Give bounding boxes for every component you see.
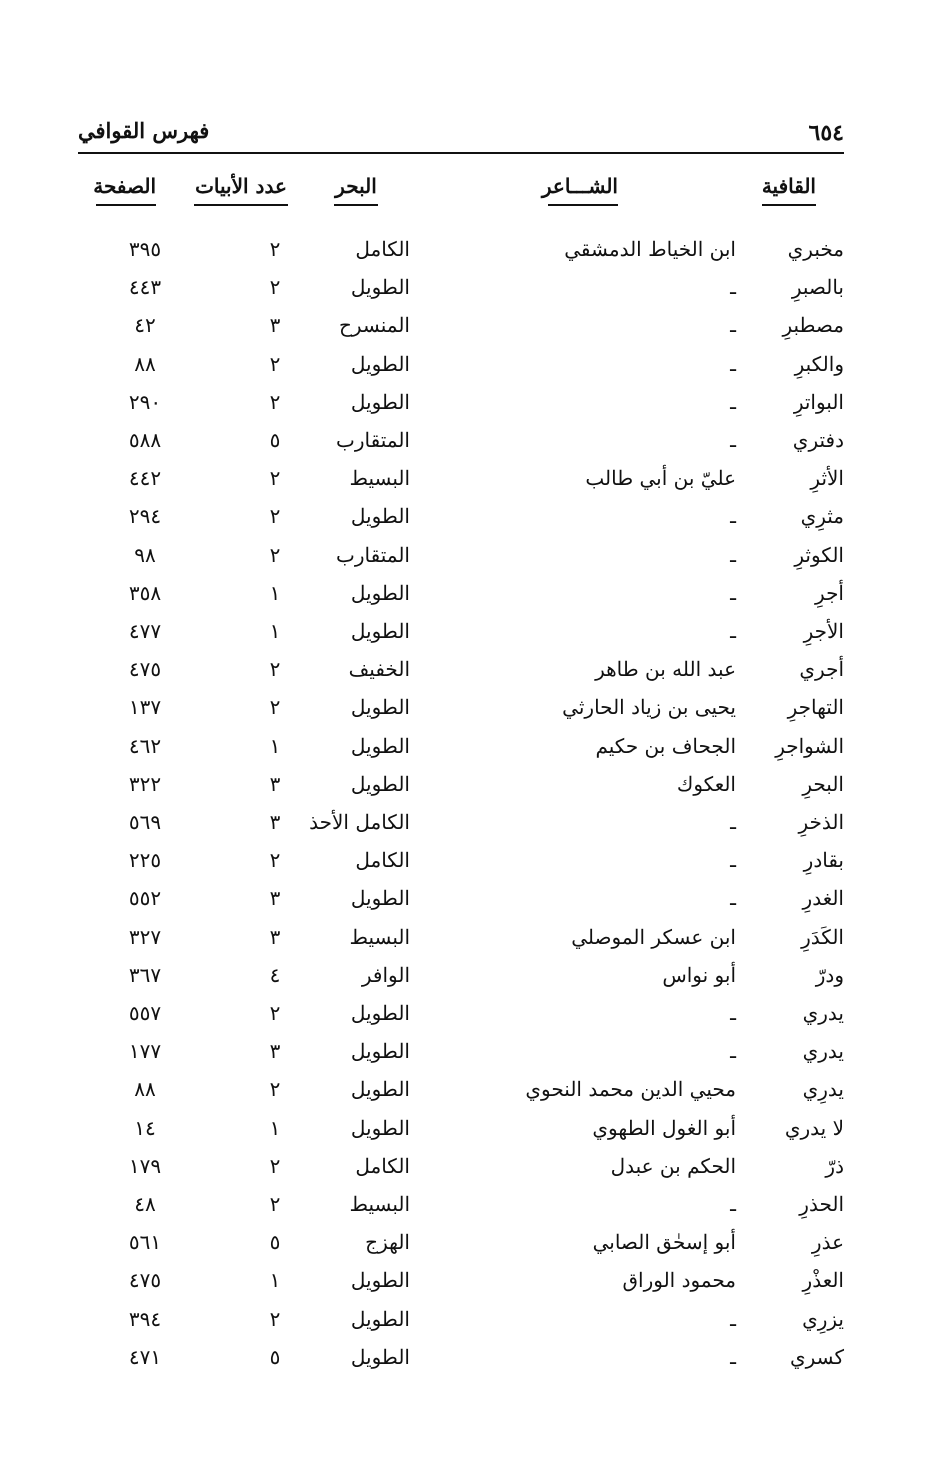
column-header-poet — [541, 174, 618, 206]
meter-cell: الطويل — [350, 1001, 410, 1025]
verse-count-cell: ٣ — [269, 886, 281, 910]
verse-count-cell: ٢ — [269, 504, 281, 528]
meter-cell: الكامل الأحذ — [309, 810, 410, 834]
column-header-verse-count — [194, 174, 288, 206]
table-row — [0, 421, 950, 459]
table-row — [0, 727, 950, 765]
page-cell: ٨٨ — [134, 1077, 156, 1101]
table-row — [0, 1223, 950, 1261]
table-row — [0, 574, 950, 612]
rhyme-cell: ودرّ — [815, 963, 844, 987]
verse-count-cell: ٤ — [269, 963, 281, 987]
poet-cell: ـ — [730, 275, 736, 299]
meter-cell: الطويل — [350, 886, 410, 910]
page-cell: ٣٥٨ — [128, 581, 162, 605]
verse-count-cell: ٣ — [269, 810, 281, 834]
header-underline — [762, 204, 816, 206]
meter-cell: البسيط — [349, 1192, 410, 1216]
poet-cell: ـ — [730, 1307, 736, 1331]
column-header-page-label: الصفحة — [93, 174, 156, 198]
meter-cell: الطويل — [350, 275, 410, 299]
meter-cell: البسيط — [349, 466, 410, 490]
page-cell: ٥٦١ — [128, 1230, 162, 1254]
column-header-page — [93, 174, 156, 206]
verse-count-cell: ٢ — [269, 1154, 281, 1178]
rhyme-cell: كسري — [789, 1345, 844, 1369]
poet-cell: ابن عسكر الموصلي — [571, 925, 736, 949]
verse-count-cell: ٣ — [269, 313, 281, 337]
table-row — [0, 306, 950, 344]
verse-count-cell: ٢ — [269, 1077, 281, 1101]
page-cell: ١٧٩ — [128, 1154, 162, 1178]
rhyme-cell: العذْرِ — [802, 1268, 844, 1292]
meter-cell: الطويل — [350, 581, 410, 605]
page-cell: ٤٢ — [134, 313, 156, 337]
poet-cell: ـ — [730, 848, 736, 872]
rhyme-cell: مخبري — [787, 237, 844, 261]
table-row — [0, 536, 950, 574]
rhyme-cell: أجري — [799, 657, 844, 681]
poet-cell: محمود الوراق — [622, 1268, 736, 1292]
page-cell: ٤٦٢ — [128, 734, 162, 758]
verse-count-cell: ٢ — [269, 466, 281, 490]
poet-cell: يحيى بن زياد الحارثي — [562, 695, 736, 719]
page-cell: ٨٨ — [134, 352, 156, 376]
table-row — [0, 803, 950, 841]
rhyme-cell: لا يدري — [784, 1116, 844, 1140]
rhyme-cell: الأجرِ — [803, 619, 844, 643]
verse-count-cell: ٢ — [269, 1192, 281, 1216]
poet-cell: ـ — [730, 352, 736, 376]
table-row — [0, 1300, 950, 1338]
verse-count-cell: ١ — [269, 581, 281, 605]
poet-cell: ـ — [730, 1001, 736, 1025]
rhyme-cell: بقادرِ — [803, 848, 844, 872]
header-underline — [96, 204, 156, 206]
poet-cell: ـ — [730, 619, 736, 643]
poet-cell: ـ — [730, 581, 736, 605]
meter-cell: الطويل — [350, 1077, 410, 1101]
table-row — [0, 268, 950, 306]
meter-cell: الطويل — [350, 390, 410, 414]
poet-cell: ـ — [730, 1345, 736, 1369]
meter-cell: الطويل — [350, 1039, 410, 1063]
table-row — [0, 345, 950, 383]
verse-count-cell: ٢ — [269, 657, 281, 681]
poet-cell: أبو نواس — [662, 963, 736, 987]
verse-count-cell: ٣ — [269, 772, 281, 796]
page-cell: ٤٧٥ — [128, 657, 162, 681]
poet-cell: الجحاف بن حكيم — [595, 734, 736, 758]
rhyme-cell: الذخرِ — [798, 810, 844, 834]
page-cell: ١٧٧ — [128, 1039, 162, 1063]
table-row — [0, 879, 950, 917]
rhyme-cell: الكوثرِ — [794, 543, 844, 567]
page-cell: ٤٤٣ — [128, 275, 162, 299]
rhyme-cell: الكَدَرِ — [801, 925, 844, 949]
verse-count-cell: ٢ — [269, 848, 281, 872]
table-row — [0, 765, 950, 803]
verse-count-cell: ٢ — [269, 390, 281, 414]
meter-cell: البسيط — [349, 925, 410, 949]
column-header-qafia — [762, 174, 816, 206]
poet-cell: محيي الدين محمد النحوي — [525, 1077, 736, 1101]
page-cell: ٤٤٢ — [128, 466, 162, 490]
header-underline — [334, 204, 378, 206]
page-cell: ١٣٧ — [128, 695, 162, 719]
meter-cell: الطويل — [350, 695, 410, 719]
verse-count-cell: ١ — [269, 734, 281, 758]
table-row — [0, 1070, 950, 1108]
verse-count-cell: ٥ — [269, 428, 281, 452]
page-cell: ٥٦٩ — [128, 810, 162, 834]
meter-cell: الطويل — [350, 504, 410, 528]
poet-cell: ـ — [730, 428, 736, 452]
rhyme-cell: الأثرِ — [810, 466, 844, 490]
poet-cell: أبو إسحٰق الصابي — [592, 1230, 736, 1254]
page-cell: ٣٦٧ — [128, 963, 162, 987]
table-row — [0, 956, 950, 994]
meter-cell: المنسرح — [338, 313, 410, 337]
poet-cell: عبد الله بن طاهر — [595, 657, 736, 681]
column-header-meter-label: البحر — [335, 174, 377, 198]
rhyme-cell: يدرِي — [802, 1077, 844, 1101]
meter-cell: الخفيف — [348, 657, 410, 681]
table-row — [0, 1261, 950, 1299]
verse-count-cell: ١ — [269, 1268, 281, 1292]
page-cell: ٥٥٧ — [128, 1001, 162, 1025]
page-number: ٦٥٤ — [808, 120, 844, 146]
rhyme-cell: عذرِ — [811, 1230, 844, 1254]
verse-count-cell: ٢ — [269, 237, 281, 261]
page-cell: ٥٥٢ — [128, 886, 162, 910]
poet-cell: ابن الخياط الدمشقي — [564, 237, 736, 261]
meter-cell: الكامل — [355, 1154, 410, 1178]
rhyme-cell: مثرِي — [800, 504, 844, 528]
rhyme-cell: أجرِ — [815, 581, 844, 605]
page-cell: ٤٧٥ — [128, 1268, 162, 1292]
page-header — [78, 118, 844, 154]
verse-count-cell: ٥ — [269, 1230, 281, 1254]
table-row — [0, 459, 950, 497]
poet-cell: ـ — [730, 543, 736, 567]
meter-cell: الطويل — [350, 1268, 410, 1292]
page-cell: ٩٨ — [134, 543, 156, 567]
meter-cell: الكامل — [355, 848, 410, 872]
meter-cell: الوافر — [361, 963, 410, 987]
verse-count-cell: ١ — [269, 1116, 281, 1140]
rhyme-cell: الحذرِ — [799, 1192, 844, 1216]
page-cell: ١٤ — [134, 1116, 156, 1140]
table-row — [0, 1147, 950, 1185]
verse-count-cell: ٢ — [269, 543, 281, 567]
verse-count-cell: ٢ — [269, 275, 281, 299]
page-cell: ٣٩٤ — [128, 1307, 162, 1331]
rhyme-cell: يدري — [802, 1001, 844, 1025]
table-row — [0, 230, 950, 268]
page-cell: ٤٧١ — [128, 1345, 162, 1369]
header-underline — [548, 204, 618, 206]
verse-count-cell: ٢ — [269, 1307, 281, 1331]
column-header-verse-count-label: عدد الأبيات — [195, 174, 287, 198]
table-row — [0, 918, 950, 956]
meter-cell: الطويل — [350, 1345, 410, 1369]
rhyme-cell: يزرِي — [802, 1307, 844, 1331]
table-row — [0, 841, 950, 879]
meter-cell: الكامل — [355, 237, 410, 261]
poet-cell: ـ — [730, 886, 736, 910]
meter-cell: المتقارب — [336, 428, 410, 452]
page-cell: ٣٩٥ — [128, 237, 162, 261]
rhyme-cell: الشواجرِ — [775, 734, 844, 758]
rhyme-cell: الغدرِ — [802, 886, 844, 910]
rhyme-cell: يدري — [802, 1039, 844, 1063]
poet-cell: الحكم بن عبدل — [610, 1154, 736, 1178]
poet-cell: ـ — [730, 313, 736, 337]
meter-cell: الطويل — [350, 1116, 410, 1140]
meter-cell: الطويل — [350, 734, 410, 758]
rhyme-cell: التهاجرِ — [787, 695, 844, 719]
running-title: فهرس القوافي — [78, 118, 210, 143]
column-header-poet-label: الشـــاعر — [541, 174, 618, 198]
column-header-qafia-label: القافية — [761, 174, 816, 198]
verse-count-cell: ١ — [269, 619, 281, 643]
meter-cell: الطويل — [350, 619, 410, 643]
page-cell: ٣٢٧ — [128, 925, 162, 949]
verse-count-cell: ٢ — [269, 352, 281, 376]
column-header-meter — [334, 174, 378, 206]
rhyme-cell: دفتري — [792, 428, 844, 452]
table-row — [0, 1338, 950, 1376]
rhyme-cell: البواترِ — [793, 390, 844, 414]
header-underline — [194, 204, 288, 206]
rhyme-cell: ذرّ — [825, 1154, 844, 1178]
table-row — [0, 688, 950, 726]
meter-cell: الطويل — [350, 772, 410, 796]
table-row — [0, 1185, 950, 1223]
page-cell: ٢٩٠ — [128, 390, 162, 414]
table-row — [0, 994, 950, 1032]
page-cell: ٢٩٤ — [128, 504, 162, 528]
poet-cell: ـ — [730, 810, 736, 834]
poet-cell: العكوك — [676, 772, 736, 796]
poet-cell: أبو الغول الطهوي — [592, 1116, 736, 1140]
rhyme-cell: البحرِ — [802, 772, 844, 796]
poet-cell: ـ — [730, 504, 736, 528]
rhyme-cell: مصطبرِ — [782, 313, 844, 337]
table-row — [0, 612, 950, 650]
table-row — [0, 650, 950, 688]
rhyme-cell: بالصبرِ — [791, 275, 844, 299]
page-cell: ٣٢٢ — [128, 772, 162, 796]
meter-cell: الهزج — [365, 1230, 410, 1254]
page-cell: ٤٨ — [134, 1192, 156, 1216]
page-cell: ٤٧٧ — [128, 619, 162, 643]
table-row — [0, 497, 950, 535]
page-cell: ٥٨٨ — [128, 428, 162, 452]
verse-count-cell: ٢ — [269, 695, 281, 719]
verse-count-cell: ٣ — [269, 925, 281, 949]
verse-count-cell: ٢ — [269, 1001, 281, 1025]
verse-count-cell: ٥ — [269, 1345, 281, 1369]
poet-cell: ـ — [730, 1039, 736, 1063]
poet-cell: ـ — [730, 390, 736, 414]
table-row — [0, 383, 950, 421]
table-row — [0, 1032, 950, 1070]
table-row — [0, 1109, 950, 1147]
poet-cell: عليّ بن أبي طالب — [585, 466, 736, 490]
verse-count-cell: ٣ — [269, 1039, 281, 1063]
meter-cell: المتقارب — [336, 543, 410, 567]
poet-cell: ـ — [730, 1192, 736, 1216]
meter-cell: الطويل — [350, 352, 410, 376]
page-cell: ٢٢٥ — [128, 848, 162, 872]
rhyme-cell: والكبرِ — [794, 352, 844, 376]
meter-cell: الطويل — [350, 1307, 410, 1331]
table-header — [0, 168, 950, 216]
